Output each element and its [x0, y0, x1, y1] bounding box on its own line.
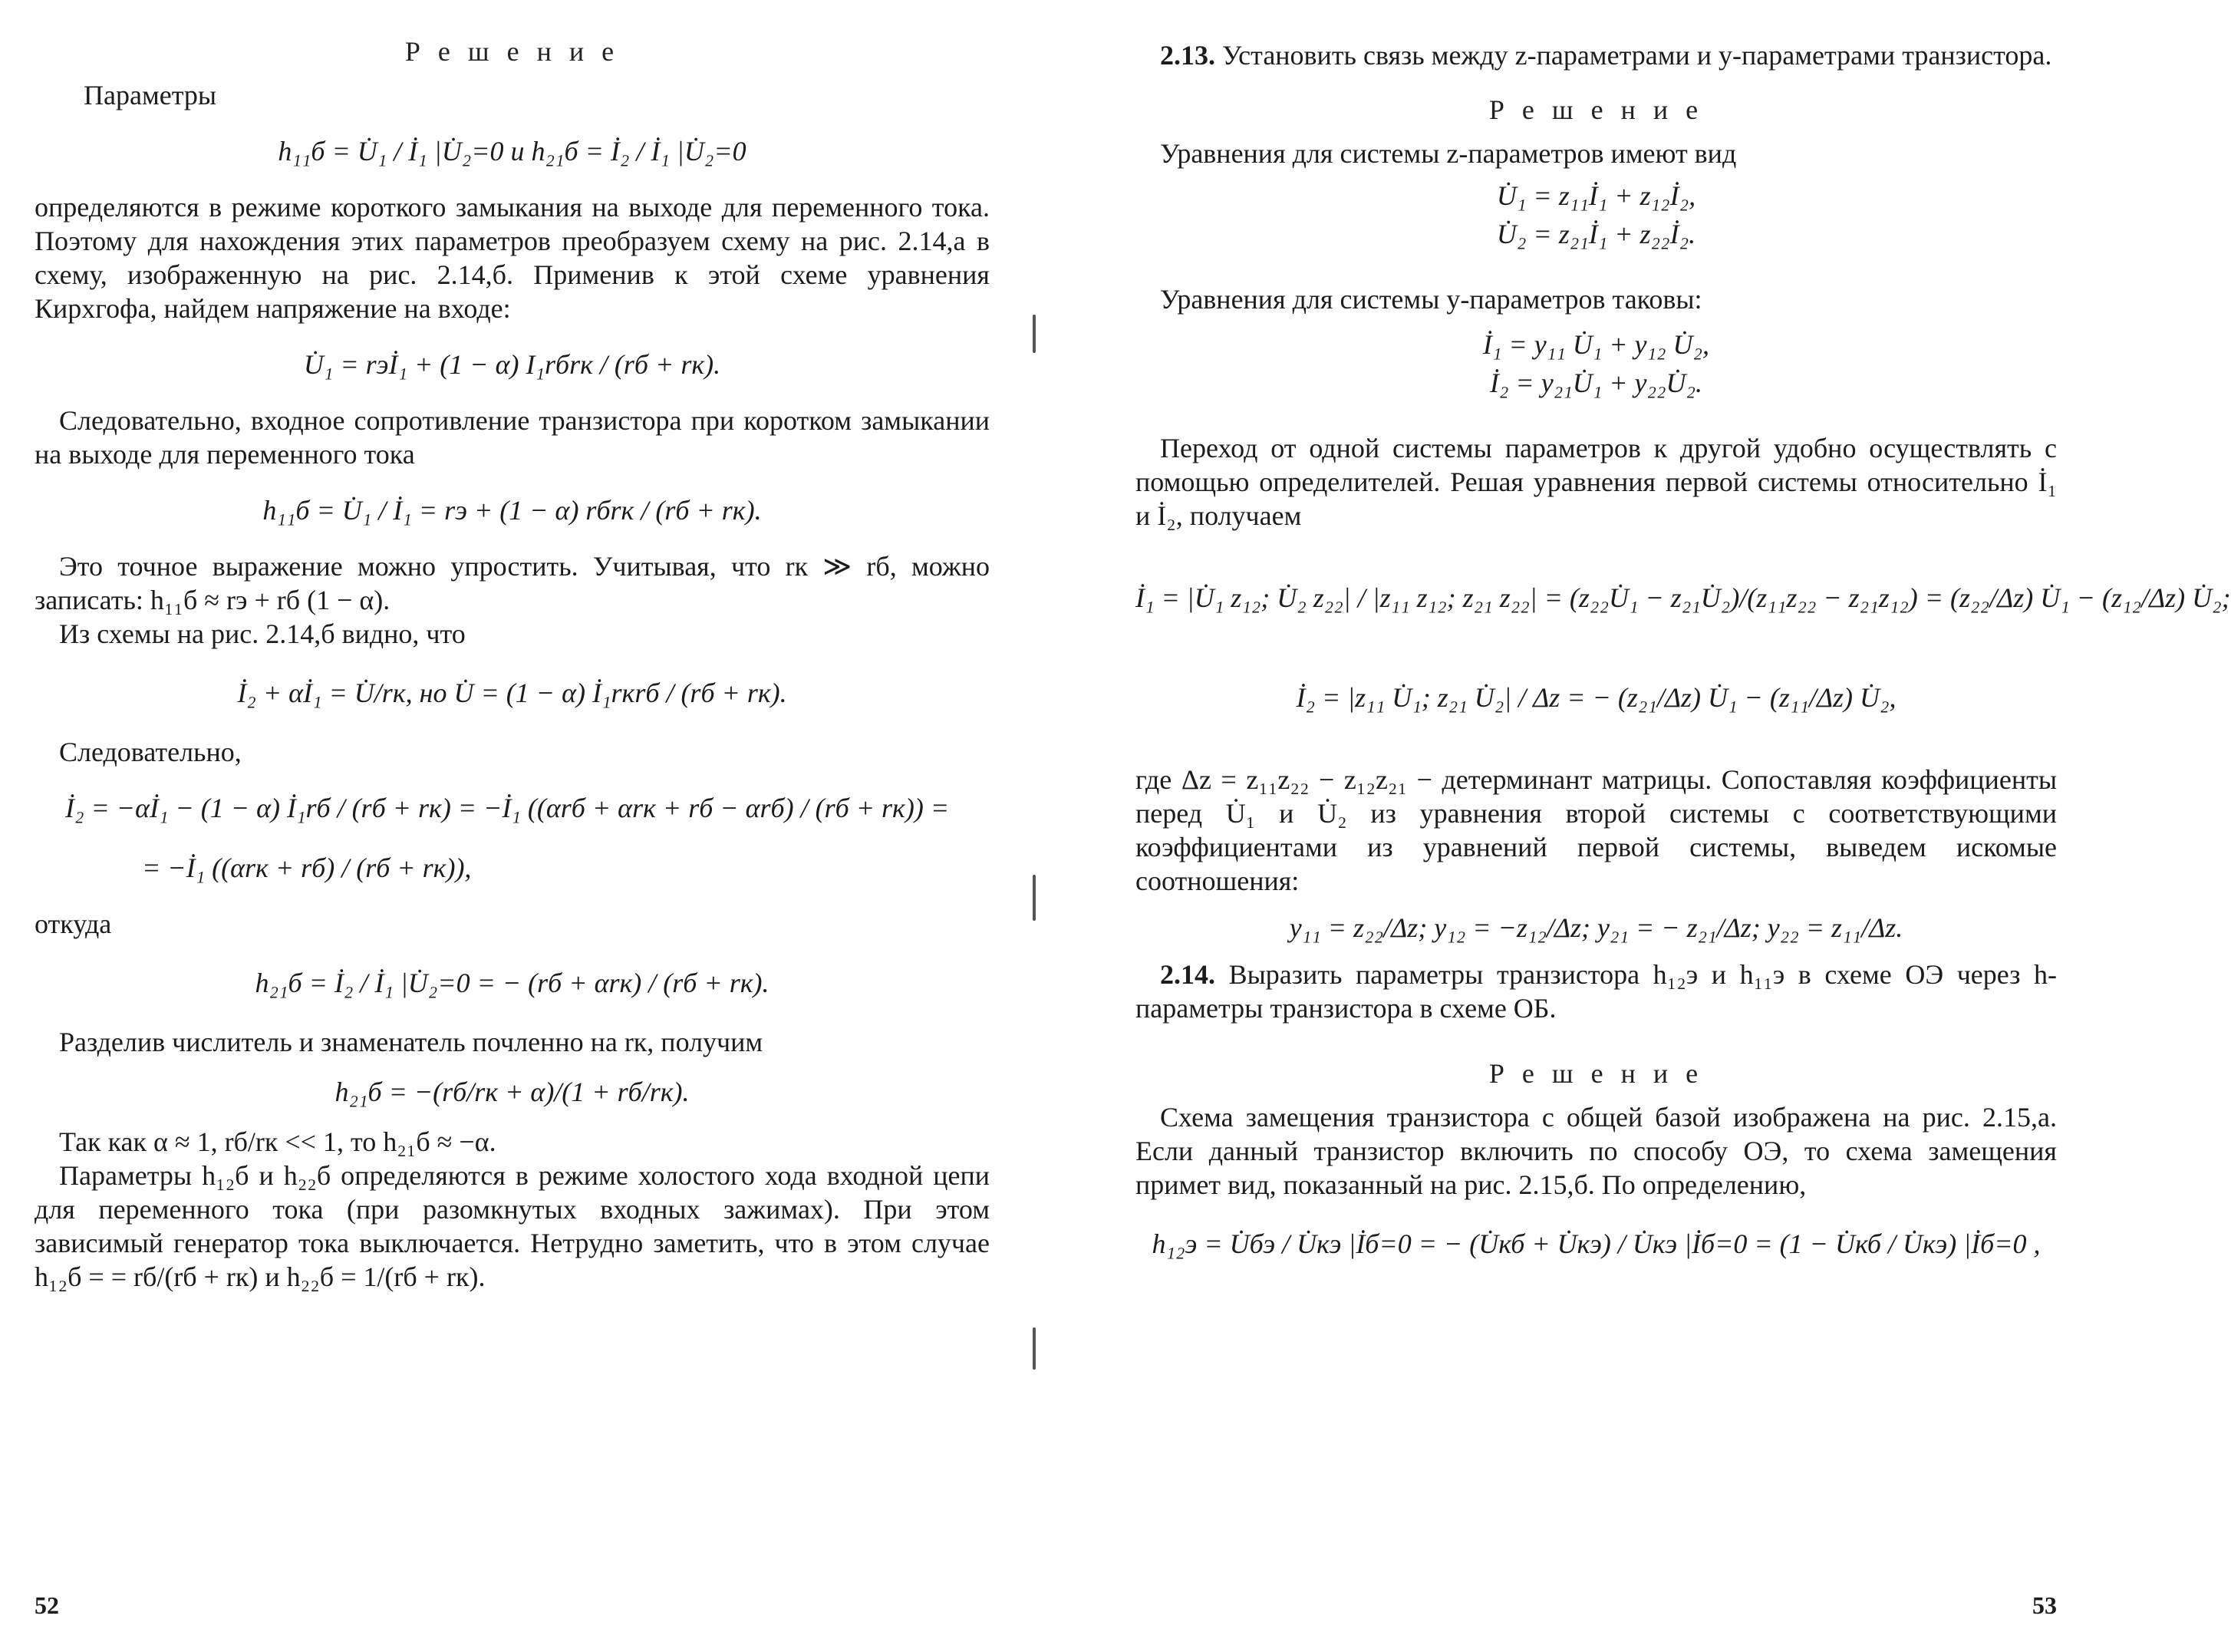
page-number: 52: [35, 1591, 59, 1619]
paragraph: Так как α ≈ 1, rб/rк << 1, то h₂₁б ≈ −α.: [59, 1126, 496, 1157]
gutter-mark: [1033, 315, 1036, 353]
equation-u1: U̇₁ = rэİ₁ + (1 − α) I₁rбrк / (rб + rк).: [303, 349, 721, 380]
equation-i2: İ₂ + αİ₁ = U̇/rк, но U̇ = (1 − α) İ₁rкrб / (rб + rк).: [237, 678, 787, 708]
solution-heading: Р е ш е н и е: [1488, 1058, 1704, 1089]
paragraph: Схема замещения транзистора с общей базой изображена на рис. 2.15,а. Если данный транзистор включить по способу ОЭ, то схема замещения примет вид, показанный на рис. 2.15,б. По определению,: [1135, 1102, 2057, 1200]
paragraph: где Δz = z₁₁z₂₂ − z₁₂z₂₁ − детерминант матрицы. Сопоставляя коэффициенты перед U̇₁ и U̇₂ из уравнения второй системы с соответствующими коэффициентами из уравнений первой системы, выведем искомые соотношения:: [1135, 764, 2057, 896]
paragraph: определяются в режиме короткого замыкания на выходе для переменного тока. Поэтому для нахождения этих параметров преобразуем схему на рис. 2.14,а в схему, изображенную на рис. 2.14,б. Применив к этой схеме уравнения Кирхгофа, найдем напряжение на входе:: [35, 192, 990, 324]
paragraph: Параметры: [84, 80, 217, 110]
equation-z2: U̇₂ = z₂₁İ₁ + z₂₂İ₂.: [1496, 219, 1696, 249]
equation-h11-h21: h₁₁б = U̇₁ / İ₁ |U̇₂=0 и h₂₁б = İ₂ / İ₁ |U̇₂=0: [278, 136, 746, 167]
gutter-mark: [1033, 1327, 1036, 1370]
paragraph: Следовательно,: [59, 737, 242, 767]
equation-h12e: h₁₂э = U̇бэ / U̇кэ |İб=0 = − (U̇кб + U̇кэ) / U̇кэ |İб=0 = (1 − U̇кб / U̇кэ) |İб=0 ,: [1152, 1228, 2041, 1259]
task-number: 2.14.: [1160, 959, 1215, 990]
paragraph: Переход от одной системы параметров к другой удобно осуществлять с помощью определителей. Решая уравнения первой системы относительно İ₁ и İ₂, получаем: [1135, 433, 2057, 531]
left-page: [0, 0, 1028, 1652]
equation-i2-long-1: İ₂ = −αİ₁ − (1 − α) İ₁rб / (rб + rк) = −İ₁ ((αrб + αrк + rб − αrб) / (rб + rк)) =: [65, 793, 950, 823]
equation-h21-simplified: h₂₁б = −(rб/rк + α)/(1 + rб/rк).: [334, 1077, 690, 1107]
task-text: Выразить параметры транзистора h₁₂э и h₁₁э в схеме ОЭ через h-параметры транзистора в схеме ОБ.: [1135, 959, 2057, 1024]
equation-i2-long-2: = −İ₁ ((αrк + rб) / (rб + rк)),: [142, 852, 472, 883]
paragraph: Следовательно, входное сопротивление транзистора при коротком замыкании на выходе для переменного тока: [35, 405, 990, 470]
right-page: [1043, 0, 2231, 1652]
equation-i2-determinant: İ₂ = |z₁₁ U̇₁; z₂₁ U̇₂| / Δz = − (z₂₁/Δz) U̇₁ − (z₁₁/Δz) U̇₂,: [1296, 682, 1897, 713]
paragraph: Это точное выражение можно упростить. Учитывая, что rк ≫ rб, можно записать: h₁₁б ≈ rэ + rб (1 − α).: [35, 551, 990, 615]
paragraph: Уравнения для системы y-параметров таковы:: [1160, 284, 1702, 315]
task-text: Установить связь между z-параметрами и y-параметрами транзистора.: [1222, 40, 2052, 71]
paragraph: откуда: [35, 908, 112, 939]
task-2-13: [1135, 38, 2057, 72]
equation-y2: İ₂ = y₂₁U̇₁ + y₂₂U̇₂.: [1489, 368, 1703, 398]
equation-h21: h₂₁б = İ₂ / İ₁ |U̇₂=0 = − (rб + αrк) / (rб + rк).: [255, 968, 769, 998]
equation-i1-determinant: İ₁ = |U̇₁ z₁₂; U̇₂ z₂₂| / |z₁₁ z₁₂; z₂₁ z₂₂| = (z₂₂U̇₁ − z₂₁U̇₂)/(z₁₁z₂₂ − z₂₁z₁₂) = (z₂₂/Δz) U̇₁ − (z₁₂/Δz) U̇₂;: [1135, 582, 2231, 613]
equation-h11: h₁₁б = U̇₁ / İ₁ = rэ + (1 − α) rбrк / (rб + rк).: [262, 495, 762, 526]
task-2-14: [1135, 958, 2057, 1025]
paragraph: Параметры h₁₂б и h₂₂б определяются в режиме холостого хода входной цепи для переменного тока (при разомкнутых входных зажимах). При этом зависимый генератор тока выключается. Нетрудно заметить, что в этом случае h₁₂б = = rб/(rб + rк) и h₂₂б = 1/(rб + rк).: [35, 1160, 990, 1292]
paragraph: Из схемы на рис. 2.14,б видно, что: [59, 618, 466, 649]
page-gutter: [1028, 0, 1043, 1652]
solution-heading: Р е ш е н и е: [404, 36, 620, 67]
page-number: 53: [2032, 1591, 2057, 1619]
gutter-mark: [1033, 875, 1036, 921]
task-number: 2.13.: [1160, 40, 1215, 71]
equation-y1: İ₁ = y₁₁ U̇₁ + y₁₂ U̇₂,: [1482, 329, 1710, 360]
paragraph: Разделив числитель и знаменатель почленно на rк, получим: [59, 1027, 763, 1057]
equation-y-from-z: y₁₁ = z₂₂/Δz; y₁₂ = −z₁₂/Δz; y₂₁ = − z₂₁/Δz; y₂₂ = z₁₁/Δz.: [1289, 912, 1903, 943]
equation-z1: U̇₁ = z₁₁İ₁ + z₁₂İ₂,: [1496, 180, 1696, 211]
paragraph: Уравнения для системы z-параметров имеют вид: [1160, 138, 1737, 169]
solution-heading: Р е ш е н и е: [1488, 94, 1704, 125]
